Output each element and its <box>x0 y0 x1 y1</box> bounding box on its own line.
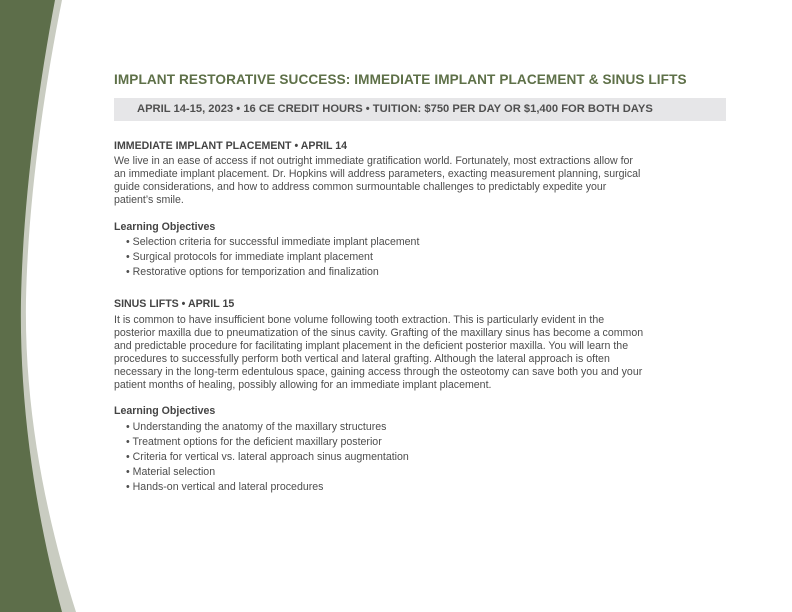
list-item: • Surgical protocols for immediate implant placement <box>126 250 419 265</box>
paragraph-line: patient’s smile. <box>114 193 184 206</box>
paragraph-line: necessary in the long-term edentulous space, gaining access through the osteotomy can save both you and your <box>114 365 643 378</box>
section-paragraph-immediate-implant <box>114 155 736 207</box>
section-paragraph-sinus-lifts <box>114 314 736 391</box>
list-item: • Treatment options for the deficient maxillary posterior <box>126 435 409 450</box>
list-item: • Restorative options for temporization and finalization <box>126 265 419 280</box>
page-title: IMPLANT RESTORATIVE SUCCESS: IMMEDIATE IMPLANT PLACEMENT & SINUS LIFTS <box>114 72 687 87</box>
paragraph-line: patient months of healing, possibly allowing for an immediate implant placement. <box>114 378 492 391</box>
list-item: • Criteria for vertical vs. lateral approach sinus augmentation <box>126 450 409 465</box>
objectives-heading: Learning Objectives <box>114 405 216 417</box>
paragraph-line: It is common to have insufficient bone volume following tooth extraction. This is particularly evident in the <box>114 314 605 326</box>
dark-curve-band <box>0 0 62 612</box>
section-heading-immediate-implant: IMMEDIATE IMPLANT PLACEMENT • APRIL 14 <box>114 140 348 152</box>
paragraph-line: an immediate implant placement. Dr. Hopkins will address parameters, exacting measurement planning, surgical <box>114 167 641 180</box>
paragraph-line: We live in an ease of access if not outright immediate gratification world. Fortunately, most extractions allow for <box>114 155 633 167</box>
objectives-list <box>126 235 419 280</box>
paragraph-line: guide considerations, and how to address common surmountable challenges to predictably expedite your <box>114 180 607 193</box>
list-item: • Selection criteria for successful immediate implant placement <box>126 235 419 250</box>
section-heading-sinus-lifts: SINUS LIFTS • APRIL 15 <box>114 298 235 310</box>
paragraph-line: procedures to successfully perform both vertical and lateral grafting. Although the lateral approach is often <box>114 352 610 365</box>
paragraph-line: posterior maxilla due to pneumatization of the sinus cavity. Grafting of the maxillary sinus has become a common <box>114 326 644 339</box>
date-tuition-text: APRIL 14-15, 2023 • 16 CE CREDIT HOURS • TUITION: $750 PER DAY OR $1,400 FOR BOTH DAYS <box>137 103 653 115</box>
date-tuition-bar <box>114 98 726 121</box>
objectives-list <box>126 420 409 495</box>
list-item: • Material selection <box>126 465 409 480</box>
list-item: • Understanding the anatomy of the maxillary structures <box>126 420 409 435</box>
paragraph-line: and predictable procedure for facilitating implant placement in the deficient posterior maxilla. You will learn the <box>114 339 629 352</box>
decorative-side-band <box>0 0 100 612</box>
objectives-heading: Learning Objectives <box>114 221 216 233</box>
list-item: • Hands-on vertical and lateral procedures <box>126 480 409 495</box>
